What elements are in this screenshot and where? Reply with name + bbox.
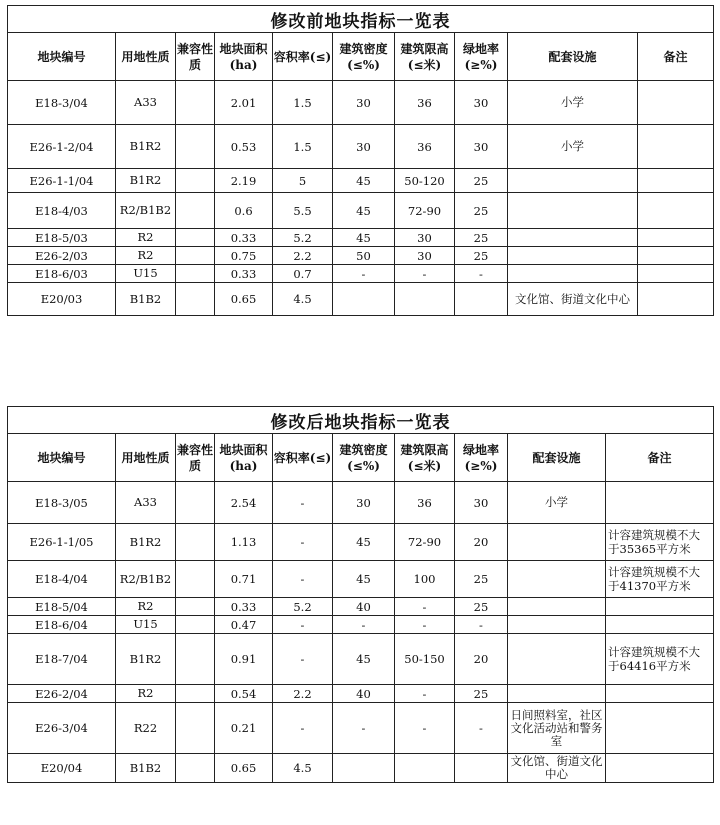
cell-density: 30	[333, 482, 395, 524]
cell-compatible-use	[176, 229, 215, 247]
cell-green-ratio: -	[455, 265, 508, 283]
cell-remarks	[606, 598, 714, 616]
cell-compatible-use	[176, 703, 215, 754]
cell-remarks	[638, 283, 714, 316]
col-header-height-limit: 建筑限高(≤米)	[395, 33, 455, 81]
cell-far: 1.5	[273, 81, 333, 125]
col-header-height-limit: 建筑限高(≤米)	[395, 434, 455, 482]
table-row	[8, 169, 714, 193]
table-row	[8, 754, 714, 783]
col-header-green-ratio: 绿地率(≥%)	[455, 33, 508, 81]
cell-facilities	[508, 169, 638, 193]
cell-green-ratio: 30	[455, 125, 508, 169]
cell-density: 40	[333, 685, 395, 703]
cell-density: 40	[333, 598, 395, 616]
cell-far: 2.2	[273, 685, 333, 703]
cell-height-limit: -	[395, 598, 455, 616]
cell-plot-id: E20/03	[8, 283, 116, 316]
cell-far: 2.2	[273, 247, 333, 265]
cell-area: 2.19	[215, 169, 273, 193]
cell-plot-id: E26-1-2/04	[8, 125, 116, 169]
cell-plot-id: E18-3/05	[8, 482, 116, 524]
cell-green-ratio: 25	[455, 247, 508, 265]
cell-land-use: U15	[116, 616, 176, 634]
cell-density: 30	[333, 81, 395, 125]
cell-plot-id: E26-1-1/05	[8, 524, 116, 561]
col-header-compatible-use: 兼容性质	[176, 434, 215, 482]
col-header-green-ratio: 绿地率(≥%)	[455, 434, 508, 482]
table-row	[8, 125, 714, 169]
cell-height-limit: 72-90	[395, 524, 455, 561]
cell-green-ratio: 25	[455, 169, 508, 193]
cell-green-ratio: 25	[455, 561, 508, 598]
cell-land-use: R2/B1B2	[116, 561, 176, 598]
cell-area: 1.13	[215, 524, 273, 561]
cell-far: -	[273, 561, 333, 598]
cell-far: -	[273, 524, 333, 561]
cell-compatible-use	[176, 634, 215, 685]
cell-area: 2.01	[215, 81, 273, 125]
table-row	[8, 247, 714, 265]
cell-area: 0.75	[215, 247, 273, 265]
cell-land-use: R2	[116, 598, 176, 616]
cell-far: 5.2	[273, 598, 333, 616]
cell-height-limit: 36	[395, 81, 455, 125]
cell-density: 45	[333, 561, 395, 598]
cell-remarks	[606, 482, 714, 524]
table-row	[8, 634, 714, 685]
table-title: 修改后地块指标一览表	[8, 407, 714, 434]
cell-far: 5.2	[273, 229, 333, 247]
cell-density	[333, 283, 395, 316]
cell-density: -	[333, 265, 395, 283]
cell-remarks: 计容建筑规模不大于41370平方米	[606, 561, 714, 598]
cell-far: 5	[273, 169, 333, 193]
cell-far: 4.5	[273, 283, 333, 316]
table-body	[8, 482, 714, 783]
cell-facilities: 文化馆、街道文化中心	[508, 283, 638, 316]
table-row	[8, 685, 714, 703]
cell-land-use: B1R2	[116, 169, 176, 193]
cell-height-limit: -	[395, 616, 455, 634]
cell-facilities	[508, 247, 638, 265]
cell-green-ratio	[455, 754, 508, 783]
table-body	[8, 81, 714, 316]
cell-height-limit: 30	[395, 247, 455, 265]
cell-plot-id: E26-3/04	[8, 703, 116, 754]
cell-plot-id: E18-6/04	[8, 616, 116, 634]
col-header-far: 容积率(≤)	[273, 434, 333, 482]
col-header-density: 建筑密度(≤%)	[333, 434, 395, 482]
cell-remarks	[638, 125, 714, 169]
cell-compatible-use	[176, 482, 215, 524]
col-header-facilities: 配套设施	[508, 434, 606, 482]
table-row	[8, 229, 714, 247]
cell-facilities	[508, 616, 606, 634]
cell-land-use: R22	[116, 703, 176, 754]
cell-facilities	[508, 229, 638, 247]
cell-far: -	[273, 703, 333, 754]
col-header-plot-id: 地块编号	[8, 33, 116, 81]
cell-land-use: B1B2	[116, 754, 176, 783]
cell-plot-id: E20/04	[8, 754, 116, 783]
cell-green-ratio: 25	[455, 229, 508, 247]
cell-green-ratio: -	[455, 616, 508, 634]
cell-remarks	[606, 616, 714, 634]
cell-far: -	[273, 482, 333, 524]
cell-area: 0.6	[215, 193, 273, 229]
cell-far: 4.5	[273, 754, 333, 783]
cell-height-limit: -	[395, 703, 455, 754]
cell-land-use: A33	[116, 482, 176, 524]
table-row	[8, 703, 714, 754]
cell-density: 45	[333, 193, 395, 229]
table-row	[8, 81, 714, 125]
col-header-land-use: 用地性质	[116, 434, 176, 482]
cell-facilities	[508, 685, 606, 703]
table-row	[8, 482, 714, 524]
cell-area: 0.65	[215, 283, 273, 316]
cell-far: 0.7	[273, 265, 333, 283]
cell-green-ratio: 20	[455, 524, 508, 561]
col-header-remarks: 备注	[638, 33, 714, 81]
col-header-land-use: 用地性质	[116, 33, 176, 81]
cell-area: 0.65	[215, 754, 273, 783]
cell-facilities	[508, 265, 638, 283]
cell-green-ratio	[455, 283, 508, 316]
cell-height-limit: 72-90	[395, 193, 455, 229]
cell-remarks	[606, 754, 714, 783]
cell-plot-id: E18-6/03	[8, 265, 116, 283]
cell-facilities	[508, 634, 606, 685]
cell-green-ratio: 30	[455, 482, 508, 524]
cell-plot-id: E18-4/04	[8, 561, 116, 598]
cell-green-ratio: 25	[455, 193, 508, 229]
cell-compatible-use	[176, 283, 215, 316]
cell-land-use: U15	[116, 265, 176, 283]
cell-remarks: 计容建筑规模不大于35365平方米	[606, 524, 714, 561]
col-header-far: 容积率(≤)	[273, 33, 333, 81]
col-header-plot-id: 地块编号	[8, 434, 116, 482]
cell-land-use: A33	[116, 81, 176, 125]
cell-green-ratio: 20	[455, 634, 508, 685]
cell-density: 30	[333, 125, 395, 169]
cell-area: 0.33	[215, 598, 273, 616]
table-row	[8, 283, 714, 316]
cell-remarks	[606, 703, 714, 754]
cell-compatible-use	[176, 81, 215, 125]
cell-height-limit	[395, 283, 455, 316]
cell-height-limit: 100	[395, 561, 455, 598]
col-header-remarks: 备注	[606, 434, 714, 482]
cell-compatible-use	[176, 754, 215, 783]
cell-far: 5.5	[273, 193, 333, 229]
col-header-area: 地块面积(ha)	[215, 33, 273, 81]
cell-density: 50	[333, 247, 395, 265]
cell-compatible-use	[176, 598, 215, 616]
cell-compatible-use	[176, 524, 215, 561]
cell-compatible-use	[176, 125, 215, 169]
table-row	[8, 265, 714, 283]
cell-land-use: B1R2	[116, 125, 176, 169]
table-row	[8, 524, 714, 561]
cell-remarks: 计容建筑规模不大于64416平方米	[606, 634, 714, 685]
cell-height-limit	[395, 754, 455, 783]
cell-remarks	[638, 169, 714, 193]
cell-green-ratio: 30	[455, 81, 508, 125]
cell-area: 2.54	[215, 482, 273, 524]
cell-density: 45	[333, 524, 395, 561]
cell-compatible-use	[176, 193, 215, 229]
cell-green-ratio: 25	[455, 685, 508, 703]
cell-density: -	[333, 703, 395, 754]
cell-area: 0.33	[215, 229, 273, 247]
cell-area: 0.47	[215, 616, 273, 634]
col-header-facilities: 配套设施	[508, 33, 638, 81]
col-header-compatible-use: 兼容性质	[176, 33, 215, 81]
cell-plot-id: E18-5/04	[8, 598, 116, 616]
cell-density: 45	[333, 634, 395, 685]
table-title: 修改前地块指标一览表	[8, 6, 714, 33]
cell-facilities: 日间照料室，社区文化活动站和警务室	[508, 703, 606, 754]
cell-remarks	[606, 685, 714, 703]
cell-land-use: B1R2	[116, 634, 176, 685]
cell-green-ratio: 25	[455, 598, 508, 616]
cell-facilities: 文化馆、街道文化中心	[508, 754, 606, 783]
cell-facilities: 小学	[508, 81, 638, 125]
table-row	[8, 193, 714, 229]
cell-plot-id: E18-5/03	[8, 229, 116, 247]
cell-area: 0.21	[215, 703, 273, 754]
cell-height-limit: 30	[395, 229, 455, 247]
cell-area: 0.54	[215, 685, 273, 703]
cell-remarks	[638, 265, 714, 283]
cell-height-limit: 50-120	[395, 169, 455, 193]
table-row	[8, 561, 714, 598]
cell-height-limit: -	[395, 685, 455, 703]
cell-compatible-use	[176, 265, 215, 283]
cell-height-limit: 36	[395, 125, 455, 169]
cell-area: 0.91	[215, 634, 273, 685]
cell-land-use: B1R2	[116, 524, 176, 561]
cell-compatible-use	[176, 685, 215, 703]
cell-density: -	[333, 616, 395, 634]
cell-far: 1.5	[273, 125, 333, 169]
cell-far: -	[273, 616, 333, 634]
cell-land-use: R2/B1B2	[116, 193, 176, 229]
cell-facilities: 小学	[508, 482, 606, 524]
cell-facilities	[508, 598, 606, 616]
cell-plot-id: E26-2/03	[8, 247, 116, 265]
cell-green-ratio: -	[455, 703, 508, 754]
cell-facilities	[508, 561, 606, 598]
cell-remarks	[638, 247, 714, 265]
cell-height-limit: -	[395, 265, 455, 283]
cell-plot-id: E26-1-1/04	[8, 169, 116, 193]
col-header-area: 地块面积(ha)	[215, 434, 273, 482]
cell-compatible-use	[176, 561, 215, 598]
table-before-modification	[7, 5, 714, 316]
cell-density	[333, 754, 395, 783]
cell-compatible-use	[176, 247, 215, 265]
cell-facilities: 小学	[508, 125, 638, 169]
table-row	[8, 616, 714, 634]
cell-area: 0.53	[215, 125, 273, 169]
cell-land-use: R2	[116, 685, 176, 703]
cell-height-limit: 36	[395, 482, 455, 524]
cell-density: 45	[333, 169, 395, 193]
cell-height-limit: 50-150	[395, 634, 455, 685]
table-row	[8, 598, 714, 616]
table-after-modification	[7, 406, 714, 783]
cell-area: 0.33	[215, 265, 273, 283]
cell-remarks	[638, 81, 714, 125]
cell-plot-id: E26-2/04	[8, 685, 116, 703]
cell-land-use: R2	[116, 229, 176, 247]
cell-compatible-use	[176, 616, 215, 634]
cell-facilities	[508, 193, 638, 229]
cell-land-use: B1B2	[116, 283, 176, 316]
cell-area: 0.71	[215, 561, 273, 598]
cell-land-use: R2	[116, 247, 176, 265]
col-header-density: 建筑密度(≤%)	[333, 33, 395, 81]
cell-remarks	[638, 193, 714, 229]
cell-facilities	[508, 524, 606, 561]
cell-plot-id: E18-3/04	[8, 81, 116, 125]
cell-plot-id: E18-4/03	[8, 193, 116, 229]
cell-density: 45	[333, 229, 395, 247]
cell-plot-id: E18-7/04	[8, 634, 116, 685]
cell-far: -	[273, 634, 333, 685]
cell-compatible-use	[176, 169, 215, 193]
cell-remarks	[638, 229, 714, 247]
